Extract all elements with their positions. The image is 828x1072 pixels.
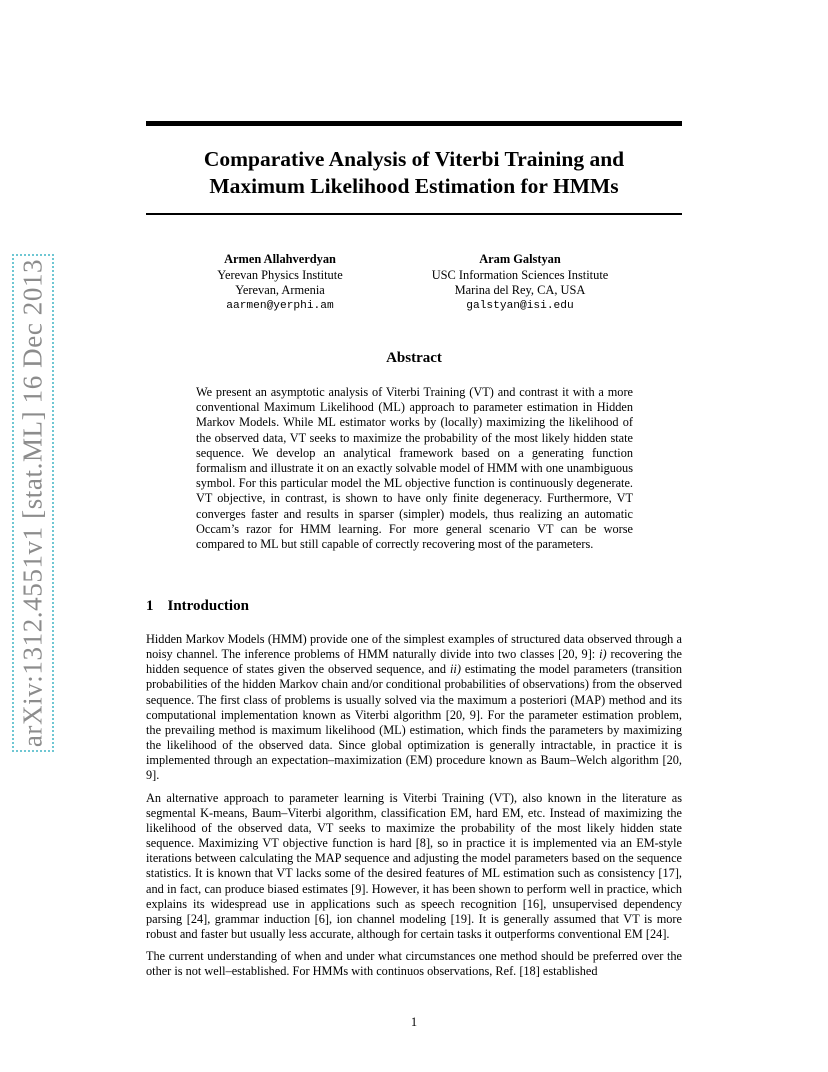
author-email: aarmen@yerphi.am: [226, 299, 334, 312]
paper-title: [146, 146, 682, 200]
roman-marker-i: i): [599, 647, 607, 662]
arxiv-stamp-text: arXiv:1312.4551v1 [stat.ML] 16 Dec 2013: [17, 258, 48, 748]
author-name: Armen Allahverdyan: [224, 252, 336, 266]
paragraph-2: An alternative approach to parameter learning is Viterbi Training (VT), also known in the literature as segmental K-means, Baum–Viterbi algorithm, classification EM, hard EM, etc. Instead of maximizing the likelihood of the observed data, VT seeks to maximize the probability of the most likely hidden state sequence. Maximizing VT objective function is hard [8], so in practice it is implemented via an EM-style iterations between calculating the MAP sequence and adjusting the model parameters based on the sequence statistics. It is known that VT lacks some of the desired features of ML estimation such as consistency [17], and in fact, can produce biased estimates [9]. However, it has been shown to perform well in practice, which explains its widespread use in applications such as speech recognition [16], unsupervised dependency parsing [24], grammar induction [6], ion channel modeling [19]. It is generally assumed that VT is more robust and faster but usually less accurate, although for certain tasks it outperforms conventional EM [24].: [146, 790, 682, 941]
page-number: 1: [410, 1015, 418, 1029]
title-line-2: Maximum Likelihood Estimation for HMMs: [209, 174, 619, 198]
author-location: Marina del Rey, CA, USA: [454, 283, 586, 298]
author-affiliation: Yerevan Physics Institute: [217, 267, 343, 282]
abstract-text: We present an asymptotic analysis of Viterbi Training (VT) and contrast it with a more conventional Maximum Likelihood (ML) approach to parameter estimation in Hidden Markov Models. While ML estimator works by (locally) maximizing the likelihood of the observed data, VT seeks to maximize the probability of the most likely hidden state sequence. We develop an analytical framework based on a generating function formalism and illustrate it on an exactly solvable model of HMM with one unambiguous symbol. For this particular model the ML objective function is continuously degenerate. VT objective, in contrast, is shown to have only finite degeneracy. Furthermore, VT converges faster and results in sparser (simpler) models, thus realizing an automatic Occam’s razor for HMM learning. For more general scenario VT can be worse compared to ML but still capable of correctly recovering most of the parameters.: [196, 385, 633, 552]
title-line-1: Comparative Analysis of Viterbi Training and: [203, 147, 625, 171]
section-number: 1: [146, 598, 154, 614]
author-location: Yerevan, Armenia: [235, 283, 325, 298]
paragraph-1: [146, 632, 682, 784]
author-block-2: [410, 252, 630, 314]
author-email: galstyan@isi.edu: [466, 299, 574, 312]
paragraph-3: The current understanding of when and under what circumstances one method should be preferred over the other is not well–established. For HMMs with continuos observations, Ref. [18] established: [146, 949, 682, 979]
arxiv-stamp: [12, 254, 54, 752]
section-title: Introduction: [167, 598, 249, 614]
section-heading: [146, 598, 249, 615]
introduction-body: [146, 632, 682, 986]
author-block-1: [196, 252, 364, 314]
title-bottom-rule: [146, 213, 682, 215]
author-name: Aram Galstyan: [479, 252, 561, 266]
paragraph-1-part-c: estimating the model parameters (transition probabilities of the hidden Markov chain and/or conditional probabilities of observations) from the observed sequence. The first class of problems is usually solved via the maximum a posteriori (MAP) method and its computational implementation known as Viterbi algorithm [20, 9]. For the parameter estimation problem, the prevailing method is maximum likelihood (ML) estimation, which finds the parameters by maximizing the likelihood of the observed data. Since global optimization is generally intractable, in practice it is implemented through an expectation–maximization (EM) procedure known as Baum–Welch algorithm [20, 9].: [146, 662, 683, 783]
author-affiliation: USC Information Sciences Institute: [431, 267, 609, 282]
paragraph-1-part-b: recovering the hidden sequence of states given the observed sequence, and: [146, 647, 682, 677]
paragraph-1-part-a: Hidden Markov Models (HMM) provide one of the simplest examples of structured data observed through a noisy channel. The inference problems of HMM naturally divide into two classes [20, 9]:: [146, 632, 682, 662]
title-top-rule: [146, 121, 682, 126]
abstract-heading: Abstract: [386, 350, 442, 366]
roman-marker-ii: ii): [450, 662, 461, 677]
